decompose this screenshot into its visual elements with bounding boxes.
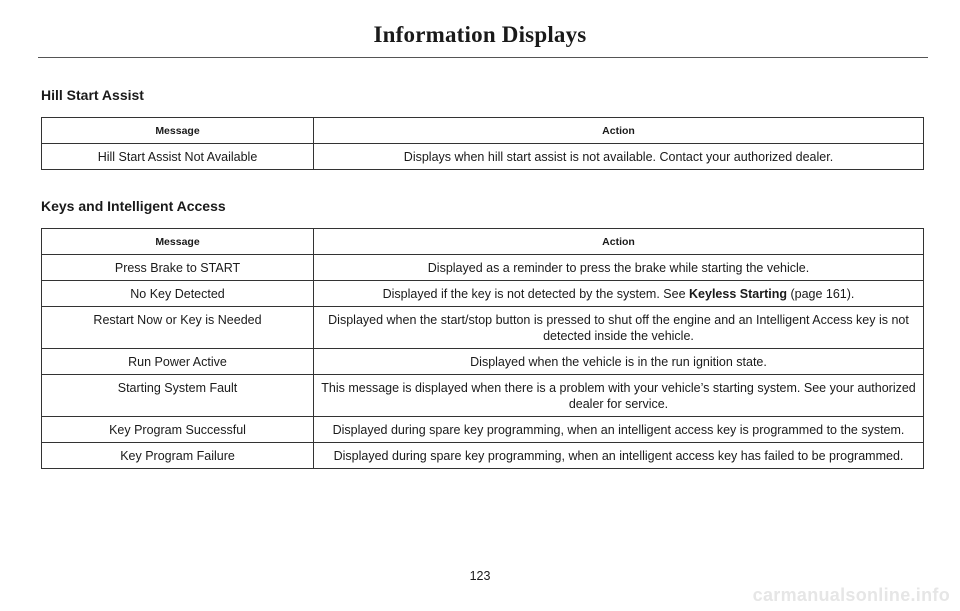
table-row [42,443,924,469]
section-heading-keys-intelligent-access: Keys and Intelligent Access [41,198,226,214]
action-cell [314,281,924,307]
table-row [42,281,924,307]
action-cell: Displayed when the start/stop button is pressed to shut off the engine and an Intelligent Access key is not detected inside the vehicle. [314,307,924,349]
action-cell: Displayed during spare key programming, when an intelligent access key has failed to be programmed. [314,443,924,469]
table-row [42,255,924,281]
table-row [42,144,924,170]
message-cell: Key Program Successful [42,417,314,443]
action-cell: Displayed during spare key programming, when an intelligent access key is programmed to the system. [314,417,924,443]
table-header-row [42,229,924,255]
action-cell: Displayed as a reminder to press the brake while starting the vehicle. [314,255,924,281]
table-row [42,417,924,443]
column-header-message: Message [42,118,314,144]
message-cell: Hill Start Assist Not Available [42,144,314,170]
message-cell: Key Program Failure [42,443,314,469]
cross-reference-link[interactable]: Keyless Starting [689,287,787,301]
column-header-message: Message [42,229,314,255]
message-cell: Run Power Active [42,349,314,375]
action-cell: This message is displayed when there is a problem with your vehicle’s starting system. See your authorized dealer for service. [314,375,924,417]
message-cell: Press Brake to START [42,255,314,281]
section-heading-hill-start-assist: Hill Start Assist [41,87,144,103]
table-row [42,375,924,417]
action-cell: Displayed when the vehicle is in the run ignition state. [314,349,924,375]
page-number: 123 [469,569,491,583]
page-reference: (page 161). [786,287,855,301]
keys-intelligent-access-table [41,228,924,469]
column-header-action: Action [314,229,924,255]
table-row [42,349,924,375]
page-header-title: Information Displays [373,22,587,47]
action-cell: Displays when hill start assist is not available. Contact your authorized dealer. [314,144,924,170]
table-row [42,307,924,349]
message-cell: Starting System Fault [42,375,314,417]
action-text: Displayed if the key is not detected by the system. See [382,287,690,301]
table-header-row [42,118,924,144]
site-watermark: carmanualsonline.info [752,585,950,605]
column-header-action: Action [314,118,924,144]
message-cell: Restart Now or Key is Needed [42,307,314,349]
message-cell: No Key Detected [42,281,314,307]
hill-start-assist-table [41,117,924,170]
header-divider [38,57,928,58]
